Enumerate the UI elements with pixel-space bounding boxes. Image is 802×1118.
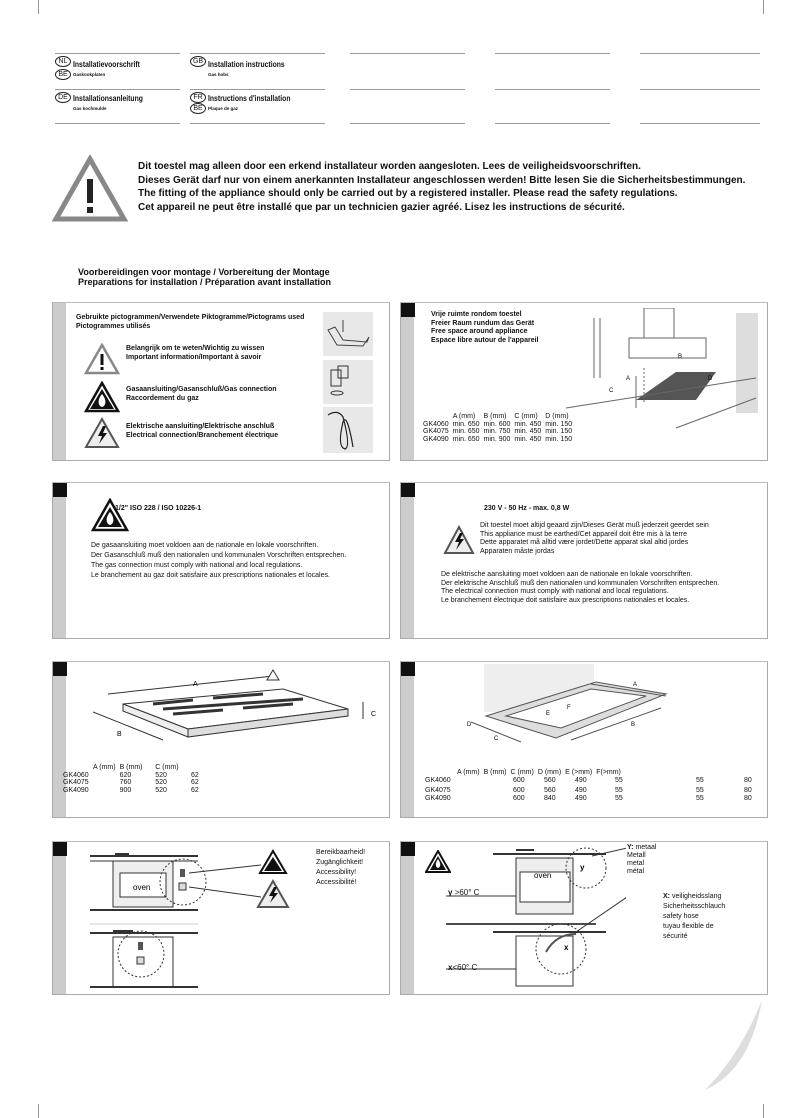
cell: 55 — [615, 794, 623, 802]
earthing-notice — [480, 522, 709, 556]
text: Le branchement électrique doit satisfaire aux prescriptions nationales et locales. — [441, 596, 690, 604]
divider — [495, 89, 610, 90]
cell: 62 — [190, 779, 199, 786]
cell: 520 — [155, 779, 167, 786]
text: Vrije ruimte rondom toestel — [431, 311, 522, 318]
text: The gas connection must comply with national and local regulations. — [91, 562, 303, 569]
hob-dimensions-table — [63, 764, 203, 794]
text: Zugänglichkeit! — [316, 859, 364, 866]
electrical-connection-panel — [400, 482, 768, 639]
dimension-label: A — [193, 681, 198, 688]
cell: 520 — [155, 786, 167, 794]
dimension-label: E — [546, 711, 551, 717]
x-symbol: x — [448, 963, 453, 972]
cell: 900 — [119, 786, 132, 794]
table-row — [423, 421, 576, 429]
cutout-diagram — [461, 664, 681, 744]
text: Le branchement au gaz doit satisfaire aux prescriptions nationales et locales. — [91, 572, 330, 579]
pictograms-panel — [52, 302, 390, 461]
header: C (mm) — [514, 413, 538, 420]
warning-line: Dieses Gerät darf nur von einem anerkannten Installateur angeschlossen werden! Bitte lesen Sie die Sicherheitsbestimmungen. — [138, 174, 746, 186]
free-space-diagram — [556, 308, 766, 458]
header: A (mm) — [452, 413, 476, 420]
panel-strip — [401, 842, 414, 994]
text: X: — [663, 893, 670, 900]
cell: min. 450 — [514, 420, 542, 428]
divider — [55, 53, 180, 54]
electric-label — [126, 423, 278, 440]
decorative-swoosh — [700, 995, 770, 1095]
cell: GK4075 — [63, 779, 89, 786]
pictograms-title — [76, 314, 304, 331]
dimension-label: D — [708, 376, 713, 382]
dimension-label: A — [633, 682, 638, 688]
title-gb: Installation instructions — [208, 60, 285, 69]
text: Metall — [627, 852, 646, 859]
dimension-label: C — [494, 736, 499, 742]
divider — [190, 53, 325, 54]
cell: GK4090 — [63, 786, 89, 794]
table-row — [63, 772, 203, 780]
step-marker — [401, 842, 415, 856]
text: De elektrische aansluiting moet voldoen aan de nationale en lokale voorschriften. — [441, 571, 693, 578]
warning-line: Cet appareil ne peut être installé que par un technicien gazier agréé. Lisez les instructions de sécurité. — [138, 201, 625, 213]
section-title-line: Preparations for installation / Préparation avant installation — [78, 277, 332, 287]
cell: 55 — [696, 777, 704, 784]
cutout-panel — [400, 661, 768, 818]
x-hose-label — [663, 892, 725, 942]
header: C (mm) — [155, 764, 179, 771]
panel-strip — [401, 303, 414, 460]
warning-line: Dit toestel mag alleen door een erkend installateur worden aangesloten. Lees de veiligheidsvoorschriften. — [138, 161, 641, 172]
dimension-label: C — [371, 711, 377, 718]
cell: GK4060 — [423, 420, 449, 428]
cell: 490 — [575, 777, 587, 784]
gas-flame-icon — [91, 498, 129, 532]
electrical-regulations — [441, 571, 719, 605]
step-marker — [53, 483, 67, 497]
cell: 760 — [119, 779, 132, 786]
cell: 520 — [155, 771, 167, 779]
divider — [640, 89, 760, 90]
cell: 620 — [119, 771, 132, 779]
cell: 55 — [696, 794, 704, 802]
divider — [55, 89, 180, 90]
gas-standard: 1/2" ISO 228 / ISO 10226-1 — [115, 505, 202, 512]
title-fr: Instructions d'installation — [208, 94, 291, 103]
cell: min. 600 — [483, 420, 511, 428]
header: D (mm) — [545, 413, 569, 420]
text: safety hose — [663, 913, 699, 920]
section-title — [78, 267, 331, 287]
safety-warning — [138, 160, 745, 214]
cell: min. 650 — [452, 428, 480, 435]
power-cable-image — [323, 407, 373, 453]
subtitle-nl: Gaskookplaten — [73, 72, 106, 77]
dimension-label: F — [567, 705, 571, 711]
dimension-label: B — [117, 731, 122, 738]
divider — [495, 53, 610, 54]
cell: 62 — [190, 771, 199, 779]
important-icon — [84, 343, 120, 375]
text: Der elektrische Anschluß muß den nationalen und kommunalen Vorschriften entsprechen. — [441, 579, 720, 587]
electric-icon — [84, 417, 120, 449]
text: Dit toestel moet altijd geaard zijn/Dieses Gerät muß jederzeit geerdet sein — [480, 522, 709, 529]
cell: min. 450 — [514, 435, 542, 443]
text: Accessibilité! — [316, 879, 357, 886]
gas-regulations — [91, 541, 346, 581]
text: Der Gasanschluß muß den nationalen und kommunalen Vorschriften entsprechen. — [91, 552, 347, 559]
table-row — [425, 785, 756, 795]
divider — [350, 89, 465, 90]
important-label — [126, 345, 264, 362]
cell: GK4060 — [425, 777, 451, 784]
warning-line: The fitting of the appliance should only be carried out by a registered installer. Please read the safety regulations. — [138, 188, 678, 199]
table-row — [63, 779, 203, 787]
cell: min. 900 — [483, 435, 511, 443]
accessibility-panel — [52, 841, 390, 995]
cell: 600 — [513, 787, 525, 794]
warning-icon — [52, 155, 128, 223]
header: D (mm) — [537, 769, 562, 776]
step-marker — [53, 662, 67, 676]
divider — [350, 123, 465, 124]
accessibility-diagram — [83, 847, 313, 992]
text: Electrical connection/Branchement électrique — [126, 431, 279, 439]
section-title-line: Voorbereidingen voor montage / Vorbereitung der Montage — [78, 267, 330, 277]
step-marker — [401, 303, 415, 317]
language-badge-be: BE — [55, 69, 71, 80]
cell: 490 — [575, 794, 587, 802]
cell: 840 — [544, 794, 556, 802]
title-nl: Installatievoorschrift — [73, 60, 140, 69]
y-symbol: y — [448, 888, 453, 897]
text: Apparaten måste jordas — [480, 547, 555, 555]
y-marker: y — [580, 863, 585, 872]
header: A (mm) — [457, 769, 480, 776]
hob-dimensions-panel — [52, 661, 390, 818]
text: Free space around appliance — [431, 328, 528, 335]
header: F(>mm) — [596, 769, 621, 776]
cell: min. 750 — [483, 428, 511, 435]
text: Sicherheitsschlauch — [663, 903, 726, 910]
gas-flame-icon — [84, 381, 120, 413]
step-marker — [53, 842, 67, 856]
header: B (mm) — [483, 769, 507, 776]
text: métal — [627, 868, 645, 875]
title-de: Installationsanleitung — [73, 94, 143, 103]
text: Accessibility! — [316, 869, 357, 876]
header: B (mm) — [483, 413, 507, 420]
cell: GK4090 — [423, 435, 449, 443]
free-space-table — [423, 413, 576, 443]
table-row — [63, 787, 203, 795]
divider — [495, 123, 610, 124]
cell: 560 — [544, 787, 556, 794]
text: Bereikbaarheid! — [316, 849, 366, 856]
y-metal-label — [627, 844, 656, 876]
cell: 600 — [513, 777, 525, 784]
cell: min. 450 — [514, 428, 542, 435]
text: Important information/Important à savoir — [126, 353, 262, 361]
text: Elektrische aansluiting/Elektrische anschluß — [126, 423, 275, 430]
x-temperature — [448, 964, 477, 973]
dimension-label: C — [609, 388, 614, 394]
subtitle-de: Gas kochmulde — [73, 106, 107, 111]
gas-connection-panel — [52, 482, 390, 639]
table-row — [423, 428, 576, 436]
subtitle-gb: Gas hobs — [208, 72, 229, 77]
cell: 55 — [615, 777, 623, 784]
table-row — [423, 436, 576, 444]
divider — [190, 89, 325, 90]
cell: min. 650 — [452, 435, 480, 443]
text: Dette apparatet må alltid være jordet/Dette apparat skal altid jordes — [480, 539, 689, 546]
text: This appliance must be earthed/Cet appareil doit être mis à la terre — [480, 530, 687, 538]
text: Pictogrammes utilisés — [76, 322, 151, 330]
divider — [350, 53, 465, 54]
step-marker — [401, 662, 415, 676]
cell: min. 150 — [545, 435, 573, 443]
safety-hose-panel — [400, 841, 768, 995]
text: metal — [627, 860, 645, 867]
cell: 80 — [744, 777, 752, 784]
divider — [640, 123, 760, 124]
panel-strip — [53, 303, 66, 460]
crop-mark — [763, 0, 764, 14]
text: metaal — [635, 844, 657, 851]
crop-mark — [38, 1104, 39, 1118]
dimension-label: A — [626, 376, 631, 382]
text: De gasaansluiting moet voldoen aan de nationale en lokale voorschriften. — [91, 542, 319, 549]
cell: 55 — [615, 787, 623, 794]
cutout-table — [425, 769, 625, 777]
cell: GK4075 — [423, 428, 449, 435]
accessibility-text — [316, 848, 365, 888]
text: Freier Raum rundum das Gerät — [431, 319, 535, 327]
cell: 80 — [744, 787, 752, 794]
hob-dimension-diagram — [93, 664, 393, 744]
panel-strip — [53, 483, 66, 638]
cell: 490 — [575, 787, 587, 794]
text: >60° C — [454, 888, 480, 897]
header: A (mm) — [93, 764, 116, 771]
cell: 80 — [744, 794, 752, 802]
crop-mark — [763, 1104, 764, 1118]
cutout-values — [425, 777, 756, 802]
header: C (mm) — [510, 769, 534, 776]
cell: 560 — [544, 777, 556, 784]
cell: 62 — [190, 786, 199, 794]
divider — [190, 123, 325, 124]
text: Gebruikte pictogrammen/Verwendete Piktogramme/Pictograms used — [76, 314, 305, 321]
free-space-title — [431, 311, 538, 345]
panel-strip — [53, 842, 66, 994]
dimension-label: D — [467, 722, 472, 728]
panel-strip — [401, 662, 414, 817]
language-badge-gb: GB — [190, 56, 206, 67]
dimension-label: B — [631, 722, 636, 728]
bracket-image — [323, 312, 373, 356]
panel-strip — [401, 483, 414, 638]
language-badge-be: BE — [190, 103, 206, 114]
x-marker: x — [564, 943, 569, 952]
electric-icon — [443, 525, 475, 555]
text: Gasaansluiting/Gasanschluß/Gas connection — [126, 386, 277, 393]
oven-label: oven — [534, 871, 552, 880]
divider — [640, 53, 760, 54]
cell: GK4060 — [63, 771, 89, 779]
gas-elbow-image — [323, 360, 373, 404]
text: sécurité — [663, 933, 688, 940]
text: Belangrijk om te weten/Wichtig zu wissen — [126, 345, 265, 352]
text: tuyau flexible de — [663, 923, 714, 930]
dimension-label: B — [678, 354, 683, 360]
cell: min. 650 — [452, 420, 480, 428]
header: E (>mm) — [565, 769, 593, 776]
table-row — [425, 795, 756, 803]
language-badge-nl: NL — [55, 56, 71, 67]
language-badge-fr: FR — [190, 92, 206, 103]
text: Raccordement du gaz — [126, 394, 199, 402]
y-temperature — [448, 889, 479, 898]
divider — [55, 123, 180, 124]
oven-label: oven — [133, 883, 151, 892]
language-badge-de: DE — [55, 92, 71, 103]
text: <60° C — [452, 963, 478, 972]
cell: GK4075 — [425, 787, 451, 794]
cell: GK4090 — [425, 794, 451, 802]
text: Espace libre autour de l'appareil — [431, 336, 539, 344]
gas-label — [126, 386, 277, 403]
cell: min. 150 — [545, 428, 573, 435]
electrical-spec: 230 V - 50 Hz - max. 0,8 W — [484, 505, 570, 512]
subtitle-fr: Plaque de gaz — [208, 106, 239, 111]
step-marker — [401, 483, 415, 497]
text: Y: — [627, 844, 634, 851]
crop-mark — [38, 0, 39, 14]
cell: min. 150 — [545, 420, 573, 428]
text: The electrical connection must comply with national and local regulations. — [441, 588, 669, 595]
text: veiligheidsslang — [671, 893, 722, 900]
cell: 55 — [696, 787, 704, 794]
cell: 600 — [513, 794, 525, 802]
table-row — [425, 777, 756, 785]
free-space-panel — [400, 302, 768, 461]
header: B (mm) — [119, 764, 143, 771]
